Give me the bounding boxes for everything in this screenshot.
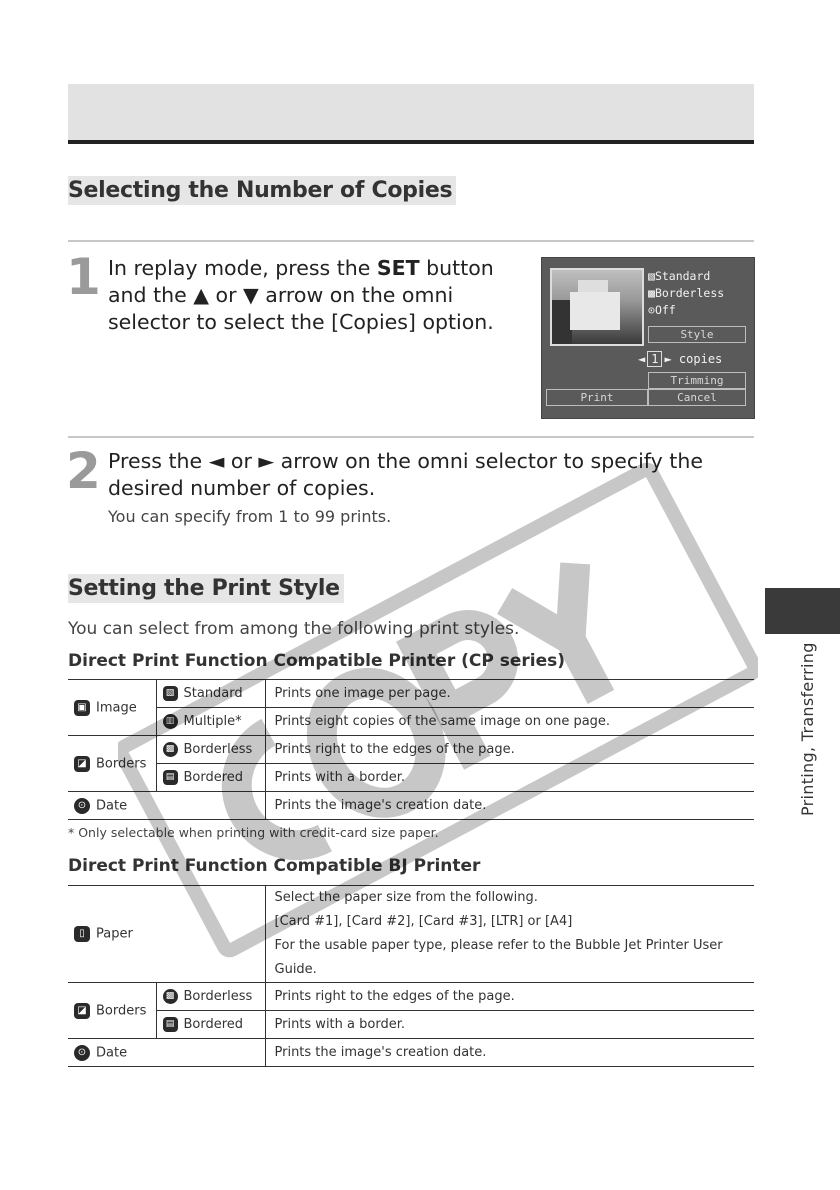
borders-cell: ◪ Borders (68, 736, 156, 792)
set-button-label: SET (376, 256, 420, 280)
paper-desc (265, 886, 754, 983)
footnote: * Only selectable when printing with credit-card size paper. (68, 825, 439, 840)
lcd-menu-off: ⊙Off (648, 303, 676, 317)
paper-desc-line: For the usable paper type, please refer to the Bubble Jet Printer User Guide. (274, 938, 723, 977)
lcd-copies-row: ◄ 1 ► copies (638, 352, 723, 366)
bj-table-title: Direct Print Function Compatible BJ Printer (68, 856, 481, 876)
borders-cell: ◪ Borders (68, 983, 156, 1039)
lcd-style-menu (648, 268, 744, 319)
step-2-text: Press the ◄ or ► arrow on the omni selector to specify the desired number of copies. (108, 449, 703, 500)
paper-icon: ▯ (74, 926, 90, 942)
step-1-text (108, 255, 508, 336)
table-row (68, 1039, 754, 1067)
date-cell: ⊙ Date (68, 1039, 265, 1067)
lcd-copies-label: copies (678, 352, 723, 366)
standard-cell: ▧ Standard (156, 680, 265, 708)
borderless-cell: ▩ Borderless (156, 983, 265, 1011)
step-1-text-pre: In replay mode, press the (108, 256, 377, 280)
borderless-desc: Prints right to the edges of the page. (265, 736, 754, 764)
step-number: 2 (66, 442, 101, 500)
date-desc: Prints the image's creation date. (265, 792, 754, 820)
lcd-trimming-button: Trimming (648, 372, 746, 389)
bordered-icon: ▤ (163, 770, 178, 785)
building-shape (570, 292, 620, 330)
bordered-desc: Prints with a border. (265, 764, 754, 792)
bordered-desc: Prints with a border. (265, 1011, 754, 1039)
lcd-cancel-button: Cancel (648, 389, 746, 406)
date-cell: ⊙ Date (68, 792, 265, 820)
section-title-print-style: Setting the Print Style (68, 574, 344, 603)
borderless-cell: ▩ Borderless (156, 736, 265, 764)
table-row (68, 1011, 754, 1039)
paper-desc-line: [Card #1], [Card #2], [Card #3], [LTR] or [A4] (274, 914, 573, 929)
step-divider (68, 436, 754, 438)
date-icon: ⊙ (74, 1045, 90, 1061)
image-cell: ▣ Image (68, 680, 156, 736)
table-row (68, 764, 754, 792)
borderless-desc: Prints right to the edges of the page. (265, 983, 754, 1011)
bordered-cell: ▤ Bordered (156, 1011, 265, 1039)
lcd-menu-borderless: ▩Borderless (648, 286, 725, 300)
preview-photo (550, 268, 644, 346)
lcd-copies-value: 1 (647, 351, 662, 367)
multiple-desc: Prints eight copies of the same image on one page. (265, 708, 754, 736)
bordered-icon: ▤ (163, 1017, 178, 1032)
paper-cell: ▯ Paper (68, 886, 265, 983)
table-row (68, 680, 754, 708)
table-row (68, 736, 754, 764)
borderless-icon: ▩ (163, 742, 178, 757)
bj-print-style-table (68, 885, 754, 1067)
date-desc: Prints the image's creation date. (265, 1039, 754, 1067)
header-rule (68, 140, 754, 144)
standard-desc: Prints one image per page. (265, 680, 754, 708)
lcd-menu-standard: ▧Standard (648, 269, 711, 283)
camera-lcd-screen (541, 257, 755, 419)
lcd-print-button: Print (546, 389, 648, 406)
bordered-cell: ▤ Bordered (156, 764, 265, 792)
table-row (68, 983, 754, 1011)
table-row (68, 708, 754, 736)
tree-shape (552, 300, 572, 344)
paper-desc-line: Select the paper size from the following. (274, 890, 538, 905)
cp-print-style-table (68, 679, 754, 820)
multiple-icon: ▥ (163, 714, 178, 729)
chapter-tab-label: Printing, Transferring (798, 642, 817, 816)
borders-icon: ◪ (74, 1003, 90, 1019)
section-title-copies: Selecting the Number of Copies (68, 176, 456, 205)
step-divider (68, 240, 754, 242)
cp-table-title: Direct Print Function Compatible Printer (CP series) (68, 651, 566, 671)
step-number: 1 (66, 248, 101, 306)
table-row (68, 886, 754, 983)
intro-text: You can select from among the following print styles. (68, 619, 520, 639)
standard-icon: ▧ (163, 686, 178, 701)
page-header-bar (68, 84, 754, 140)
step-2-note: You can specify from 1 to 99 prints. (108, 507, 392, 526)
date-icon: ⊙ (74, 798, 90, 814)
lcd-style-button: Style (648, 326, 746, 343)
step-1-text-post: button and the ▲ or ▼ arrow on the omni selector to select the [Copies] option. (108, 256, 494, 334)
multiple-cell: ▥ Multiple* (156, 708, 265, 736)
borders-icon: ◪ (74, 756, 90, 772)
image-icon: ▣ (74, 700, 90, 716)
table-row (68, 792, 754, 820)
chapter-tab (765, 588, 840, 634)
borderless-icon: ▩ (163, 989, 178, 1004)
